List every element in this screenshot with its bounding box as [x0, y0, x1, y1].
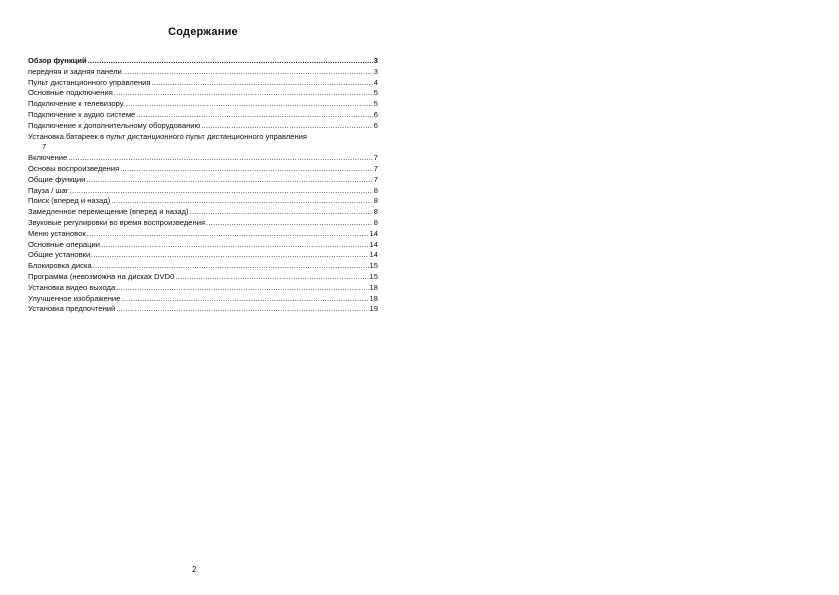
toc-leader-dots: [93, 250, 368, 261]
page-title: Содержание: [168, 26, 238, 38]
toc-entry-label: Установка предпочтений: [28, 304, 116, 314]
toc-leader-dots: [152, 78, 373, 89]
toc-entry-page: 4: [373, 77, 378, 87]
toc-entry-label: Блокировка диска: [28, 261, 92, 271]
table-of-contents: [28, 56, 378, 315]
toc-entry-page: 5: [373, 99, 378, 109]
toc-entry-label: Звуковые регулировки во время воспроизведения: [28, 217, 206, 227]
toc-entry-label: Общие функции: [28, 174, 86, 184]
toc-entry-page: 19: [369, 304, 378, 314]
toc-entry-page: 3: [373, 66, 378, 76]
toc-entry: [28, 272, 378, 283]
toc-entry-page: 7: [373, 163, 378, 173]
toc-entry: [28, 304, 378, 315]
toc-leader-dots: [121, 294, 368, 305]
toc-entry-label: Основные подключения: [28, 88, 113, 98]
toc-entry: [28, 207, 378, 218]
toc-leader-dots: [126, 99, 373, 110]
toc-entry-page: 14: [369, 228, 378, 238]
toc-entry-label: Программа (невозможна на дисках DVD0: [28, 271, 175, 281]
toc-leader-dots: [86, 175, 372, 186]
toc-entry-page: 8: [373, 207, 378, 217]
toc-entry-label: Установка батареек в пульт дистанционного пульт дистанционного управления: [28, 131, 308, 141]
toc-entry-label: Подключение к аудио системе: [28, 109, 136, 119]
toc-entry: [28, 240, 378, 251]
toc-leader-dots: [175, 272, 368, 283]
toc-entry: [28, 294, 378, 305]
toc-leader-dots: [68, 153, 372, 164]
toc-entry: [28, 78, 378, 89]
toc-entry-page: 7: [373, 174, 378, 184]
toc-entry-page: 7: [42, 142, 47, 152]
toc-entry: [28, 283, 378, 294]
toc-leader-dots: [87, 229, 369, 240]
toc-entry-label: Пульт дистанционного управления: [28, 77, 151, 87]
toc-leader-dots: [136, 110, 372, 121]
toc-leader-dots: [120, 164, 373, 175]
toc-entry-label: Включение: [28, 153, 68, 163]
toc-entry: [28, 175, 378, 186]
toc-entry-label: передняя и задняя панели: [28, 66, 122, 76]
toc-entry: [28, 56, 378, 67]
toc-leader-dots: [93, 261, 369, 272]
toc-entry: [28, 164, 378, 175]
toc-entry-label: Пауза / шаг: [28, 185, 69, 195]
toc-entry-page: 8: [373, 217, 378, 227]
toc-entry-page: 5: [373, 88, 378, 98]
toc-leader-dots: [111, 196, 373, 207]
toc-entry-page: 7: [373, 153, 378, 163]
toc-leader-dots: [123, 67, 373, 78]
toc-entry-page: 8: [373, 196, 378, 206]
toc-leader-dots: [114, 88, 373, 99]
page-number: 2: [192, 565, 197, 574]
toc-entry: [28, 121, 378, 132]
toc-entry-label: Основные операции: [28, 239, 100, 249]
toc-entry-label: Подключение к телевизору.: [28, 99, 125, 109]
toc-entry-page: 6: [373, 109, 378, 119]
toc-entry: [28, 132, 378, 154]
toc-entry-label: Общие установки.: [28, 250, 93, 260]
toc-leader-dots: [88, 56, 373, 67]
toc-entry-label: Подключение к дополнительному оборудованию: [28, 120, 201, 130]
toc-leader-dots: [201, 121, 373, 132]
toc-entry: [28, 99, 378, 110]
toc-entry-page: 8: [373, 185, 378, 195]
toc-entry: [28, 261, 378, 272]
toc-entry: [28, 186, 378, 197]
toc-entry-page: 14: [369, 250, 378, 260]
toc-leader-dots: [190, 207, 373, 218]
toc-entry-label: Установка видео выхода: [28, 282, 116, 292]
toc-entry: [28, 196, 378, 207]
toc-entry: [28, 67, 378, 78]
toc-entry-label: Основы воспроизведения: [28, 163, 120, 173]
toc-entry: [28, 110, 378, 121]
toc-leader-dots: [101, 240, 369, 251]
toc-entry-label: Меню установок: [28, 228, 86, 238]
toc-entry-page: 15: [369, 261, 378, 271]
toc-entry-page: 6: [373, 120, 378, 130]
toc-leader-dots: [116, 283, 368, 294]
toc-entry: [28, 250, 378, 261]
toc-entry-label: Улучшенное изображение: [28, 293, 121, 303]
toc-entry: [28, 88, 378, 99]
toc-leader-dots: [70, 186, 373, 197]
toc-leader-dots: [206, 218, 373, 229]
toc-entry-page: 18: [369, 293, 378, 303]
toc-entry: [28, 218, 378, 229]
toc-entry-label: Обзор функций: [28, 56, 87, 65]
toc-entry-label: Поиск (вперед и назад): [28, 196, 111, 206]
toc-entry-page: 14: [369, 239, 378, 249]
toc-leader-dots: [116, 304, 368, 315]
toc-entry-page: 3: [373, 56, 378, 65]
toc-entry: [28, 153, 378, 164]
toc-entry-page: 18: [369, 282, 378, 292]
toc-entry-label: Замедленное перемещение (вперед и назад): [28, 207, 189, 217]
toc-entry-page: 15: [369, 271, 378, 281]
toc-entry: [28, 229, 378, 240]
